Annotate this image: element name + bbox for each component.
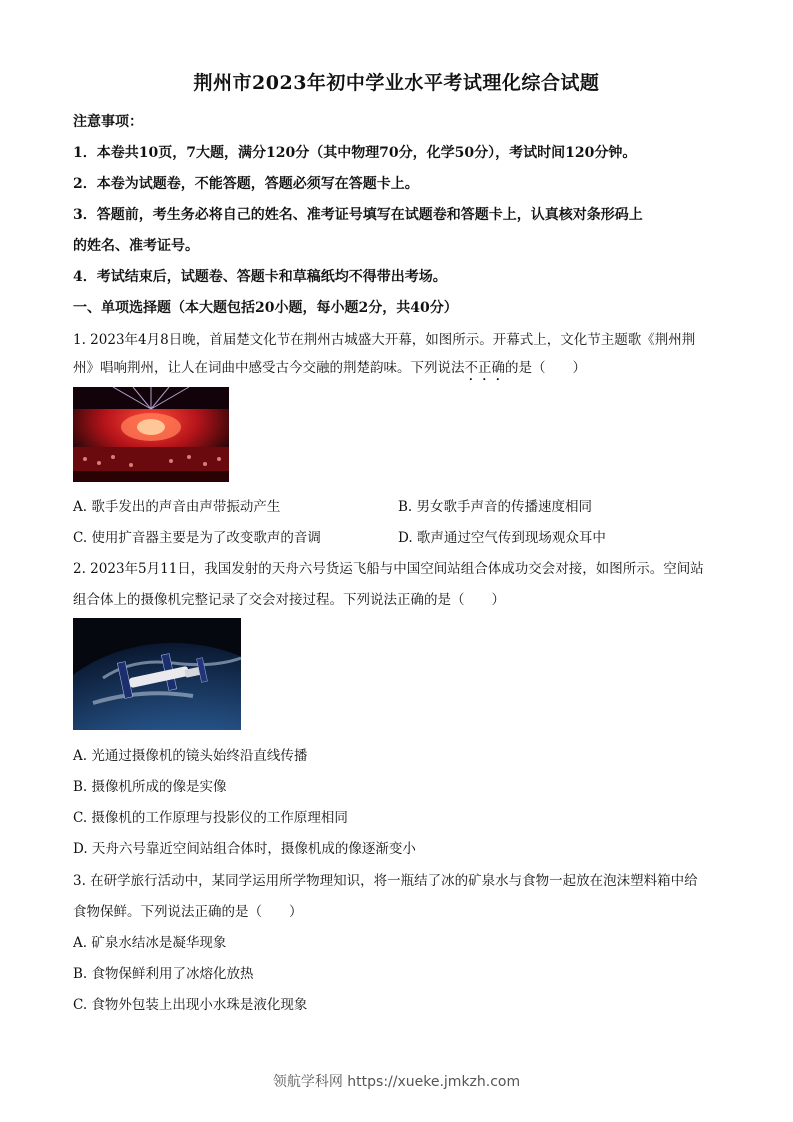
q1-emphasis-text: 不正确: [464, 360, 505, 376]
q1-option-c: C. 使用扩音器主要是为了改变歌声的音调: [73, 530, 321, 546]
q1-option-b: B. 男女歌手声音的传播速度相同: [398, 499, 593, 515]
q1-option-d: D. 歌声通过空气传到现场观众耳中: [398, 530, 606, 546]
section-heading: 一、单项选择题（本大题包括20小题，每小题2分，共40分）: [73, 300, 458, 316]
notice-item-2: 2．本卷为试题卷，不能答题，答题必须写在答题卡上。: [73, 176, 419, 192]
notice-item-4: 4．考试结束后，试题卷、答题卡和草稿纸均不得带出考场。: [73, 269, 447, 285]
q2-space-station-image: [73, 618, 241, 730]
q2-option-d: D. 天舟六号靠近空间站组合体时，摄像机成的像逐渐变小: [73, 841, 416, 857]
q1-stem-line2-pre: 州》唱响荆州，让人在词曲中感受古今交融的荆楚韵味。下列说法: [73, 360, 465, 376]
notice-item-3: 3．答题前，考生务必将自己的姓名、准考证号填写在试题卷和答题卡上，认真核对条形码上: [73, 207, 643, 223]
q2-option-b: B. 摄像机所成的像是实像: [73, 779, 227, 795]
q2-stem-line1: 2. 2023年5月11日，我国发射的天舟六号货运飞船与中国空间站组合体成功交会对接，如图所示。空间站: [73, 561, 704, 577]
q3-option-c: C. 食物外包装上出现小水珠是液化现象: [73, 997, 308, 1013]
notice-heading: 注意事项：: [73, 114, 143, 130]
q2-option-c: C. 摄像机的工作原理与投影仪的工作原理相同: [73, 810, 348, 826]
q3-option-b: B. 食物保鲜利用了冰熔化放热: [73, 966, 254, 982]
q3-stem-line2: 食物保鲜。下列说法正确的是（ ）: [73, 904, 303, 920]
q1-stem-line2-post: 的是（ ）: [505, 360, 586, 376]
exam-title: 荆州市2023年初中学业水平考试理化综合试题: [193, 72, 600, 94]
q2-option-a: A. 光通过摄像机的镜头始终沿直线传播: [73, 748, 308, 764]
q1-stem-line1: 1. 2023年4月8日晚，首届楚文化节在荆州古城盛大开幕，如图所示。开幕式上，文化节主题歌《荆州荆: [73, 332, 696, 348]
q1-festival-image: [73, 387, 229, 482]
q3-stem-line1: 3. 在研学旅行活动中，某同学运用所学物理知识，将一瓶结了冰的矿泉水与食物一起放在泡沫塑料箱中给: [73, 873, 698, 889]
q1-stem-line2: [73, 356, 586, 384]
footer-watermark: 领航学科网 https://xueke.jmkzh.com: [272, 1074, 521, 1090]
notice-item-3-cont: 的姓名、准考证号。: [73, 238, 199, 254]
notice-item-1: 1．本卷共10页，7大题，满分120分（其中物理70分，化学50分），考试时间120分钟。: [73, 145, 637, 161]
q1-option-a: A. 歌手发出的声音由声带振动产生: [73, 499, 281, 515]
q2-stem-line2: 组合体上的摄像机完整记录了交会对接过程。下列说法正确的是（ ）: [73, 592, 505, 608]
q3-option-a: A. 矿泉水结冰是凝华现象: [73, 935, 227, 951]
